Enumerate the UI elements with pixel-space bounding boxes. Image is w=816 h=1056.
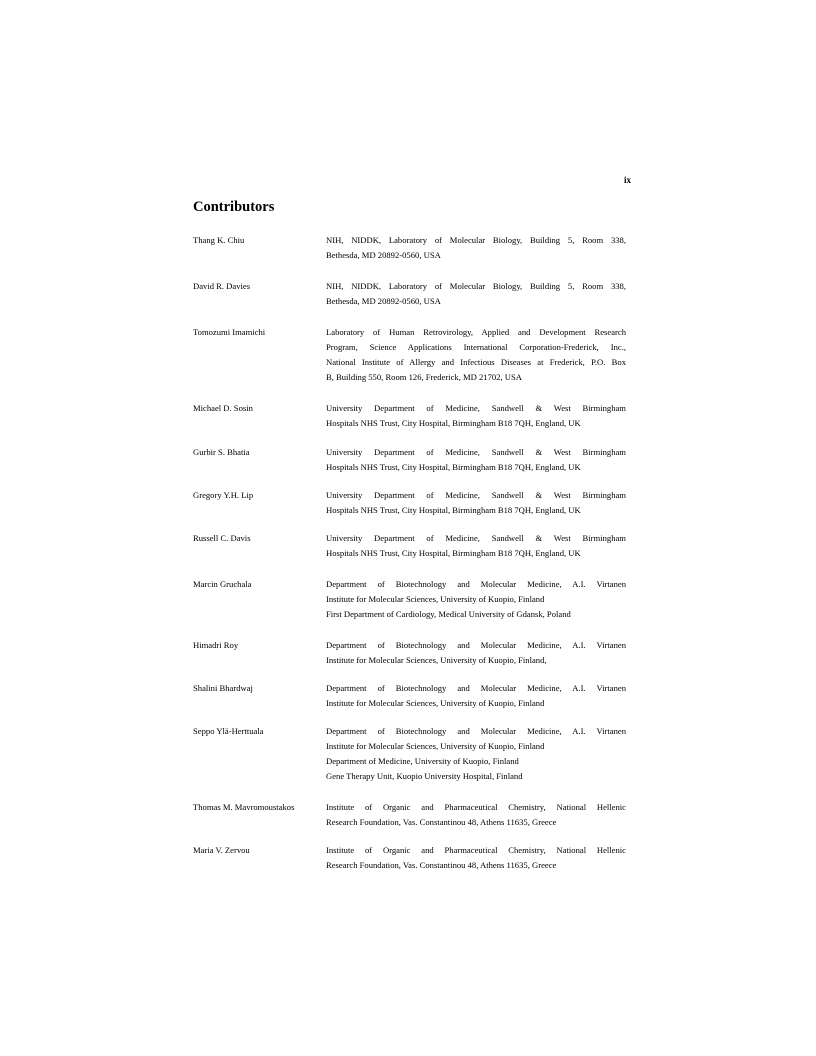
affiliation-line: Institute for Molecular Sciences, University of Kuopio, Finland <box>326 741 545 751</box>
affiliation-line: B, Building 550, Room 126, Frederick, MD 21702, USA <box>326 372 522 382</box>
affiliation-line: Institute of Organic and Pharmaceutical Chemistry, National Hellenic <box>326 845 626 855</box>
contributor-entry <box>193 488 626 518</box>
contributor-affiliation <box>326 325 626 385</box>
contributor-entry <box>193 577 626 622</box>
affiliation-line: NIH, NIDDK, Laboratory of Molecular Biology, Building 5, Room 338, <box>326 235 626 245</box>
contributor-entry <box>193 401 626 431</box>
contributor-name: Russell C. Davis <box>193 533 251 543</box>
affiliation-line: Institute of Organic and Pharmaceutical Chemistry, National Hellenic <box>326 802 626 812</box>
contributor-entry <box>193 843 626 873</box>
contributor-name: Tomozumi Imamichi <box>193 327 266 337</box>
contributor-name: Thomas M. Mavromoustakos <box>193 802 295 812</box>
affiliation-line: Research Foundation, Vas. Constantinou 48, Athens 11635, Greece <box>326 860 557 870</box>
contributor-entry <box>193 325 626 385</box>
contributor-entry <box>193 445 626 475</box>
contributors-list <box>193 233 626 873</box>
affiliation-line: NIH, NIDDK, Laboratory of Molecular Biology, Building 5, Room 338, <box>326 281 626 291</box>
affiliation-line: Institute for Molecular Sciences, University of Kuopio, Finland <box>326 594 545 604</box>
contributor-name: Gurbir S. Bhatia <box>193 447 250 457</box>
affiliation-line: Bethesda, MD 20892-0560, USA <box>326 296 441 306</box>
contributor-name: Himadri Roy <box>193 640 239 650</box>
affiliation-line: Hospitals NHS Trust, City Hospital, Birmingham B18 7QH, England, UK <box>326 548 581 558</box>
affiliation-line: Department of Biotechnology and Molecular Medicine, A.I. Virtanen <box>326 640 626 650</box>
affiliation-line: Institute for Molecular Sciences, University of Kuopio, Finland, <box>326 655 547 665</box>
affiliation-line: University Department of Medicine, Sandwell & West Birmingham <box>326 447 626 457</box>
affiliation-line: Department of Biotechnology and Molecular Medicine, A.I. Virtanen <box>326 726 626 736</box>
contributor-entry <box>193 681 626 711</box>
contributor-affiliation <box>326 445 626 475</box>
contributor-name: Shalini Bhardwaj <box>193 683 253 693</box>
contributor-affiliation <box>326 488 626 518</box>
contributor-name: Maria V. Zervou <box>193 845 250 855</box>
contributor-affiliation <box>326 681 626 711</box>
contributor-entry <box>193 279 626 309</box>
affiliation-line: University Department of Medicine, Sandwell & West Birmingham <box>326 403 626 413</box>
affiliation-line: Gene Therapy Unit, Kuopio University Hospital, Finland <box>326 771 523 781</box>
affiliation-line: Department of Medicine, University of Kuopio, Finland <box>326 756 519 766</box>
contributor-entry <box>193 638 626 668</box>
contributor-entry <box>193 531 626 561</box>
affiliation-line: Bethesda, MD 20892-0560, USA <box>326 250 441 260</box>
affiliation-line: National Institute of Allergy and Infectious Diseases at Frederick, P.O. Box <box>326 357 626 367</box>
contributor-affiliation <box>326 577 626 622</box>
affiliation-line: Department of Biotechnology and Molecular Medicine, A.I. Virtanen <box>326 683 626 693</box>
affiliation-line: Research Foundation, Vas. Constantinou 48, Athens 11635, Greece <box>326 817 557 827</box>
contributor-entry <box>193 800 626 830</box>
contributor-name: Michael D. Sosin <box>193 403 253 413</box>
contributor-affiliation <box>326 531 626 561</box>
contributor-name: Seppo Ylä-Herttuala <box>193 726 264 736</box>
contributor-affiliation <box>326 724 626 784</box>
affiliation-line: Department of Biotechnology and Molecular Medicine, A.I. Virtanen <box>326 579 626 589</box>
contributor-name: Thang K. Chiu <box>193 235 245 245</box>
affiliation-line: University Department of Medicine, Sandwell & West Birmingham <box>326 490 626 500</box>
affiliation-line: Hospitals NHS Trust, City Hospital, Birmingham B18 7QH, England, UK <box>326 505 581 515</box>
affiliation-line: Laboratory of Human Retrovirology, Applied and Development Research <box>326 327 626 337</box>
contributor-affiliation <box>326 401 626 431</box>
affiliation-line: Institute for Molecular Sciences, University of Kuopio, Finland <box>326 698 545 708</box>
contributor-entry <box>193 724 626 784</box>
contributor-affiliation <box>326 843 626 873</box>
contributor-affiliation <box>326 638 626 668</box>
contributor-affiliation <box>326 233 626 263</box>
affiliation-line: Hospitals NHS Trust, City Hospital, Birmingham B18 7QH, England, UK <box>326 462 581 472</box>
contributor-name: Marcin Gruchala <box>193 579 252 589</box>
contributor-entry <box>193 233 626 263</box>
contributor-name: Gregory Y.H. Lip <box>193 490 254 500</box>
page-number: ix <box>623 175 631 185</box>
contributor-name: David R. Davies <box>193 281 251 291</box>
affiliation-line: University Department of Medicine, Sandwell & West Birmingham <box>326 533 626 543</box>
page-title: Contributors <box>193 199 275 215</box>
affiliation-line: Hospitals NHS Trust, City Hospital, Birmingham B18 7QH, England, UK <box>326 418 581 428</box>
contributor-affiliation <box>326 279 626 309</box>
affiliation-line: Program, Science Applications International Corporation-Frederick, Inc., <box>326 342 626 352</box>
affiliation-line: First Department of Cardiology, Medical University of Gdansk, Poland <box>326 609 571 619</box>
contributor-affiliation <box>326 800 626 830</box>
